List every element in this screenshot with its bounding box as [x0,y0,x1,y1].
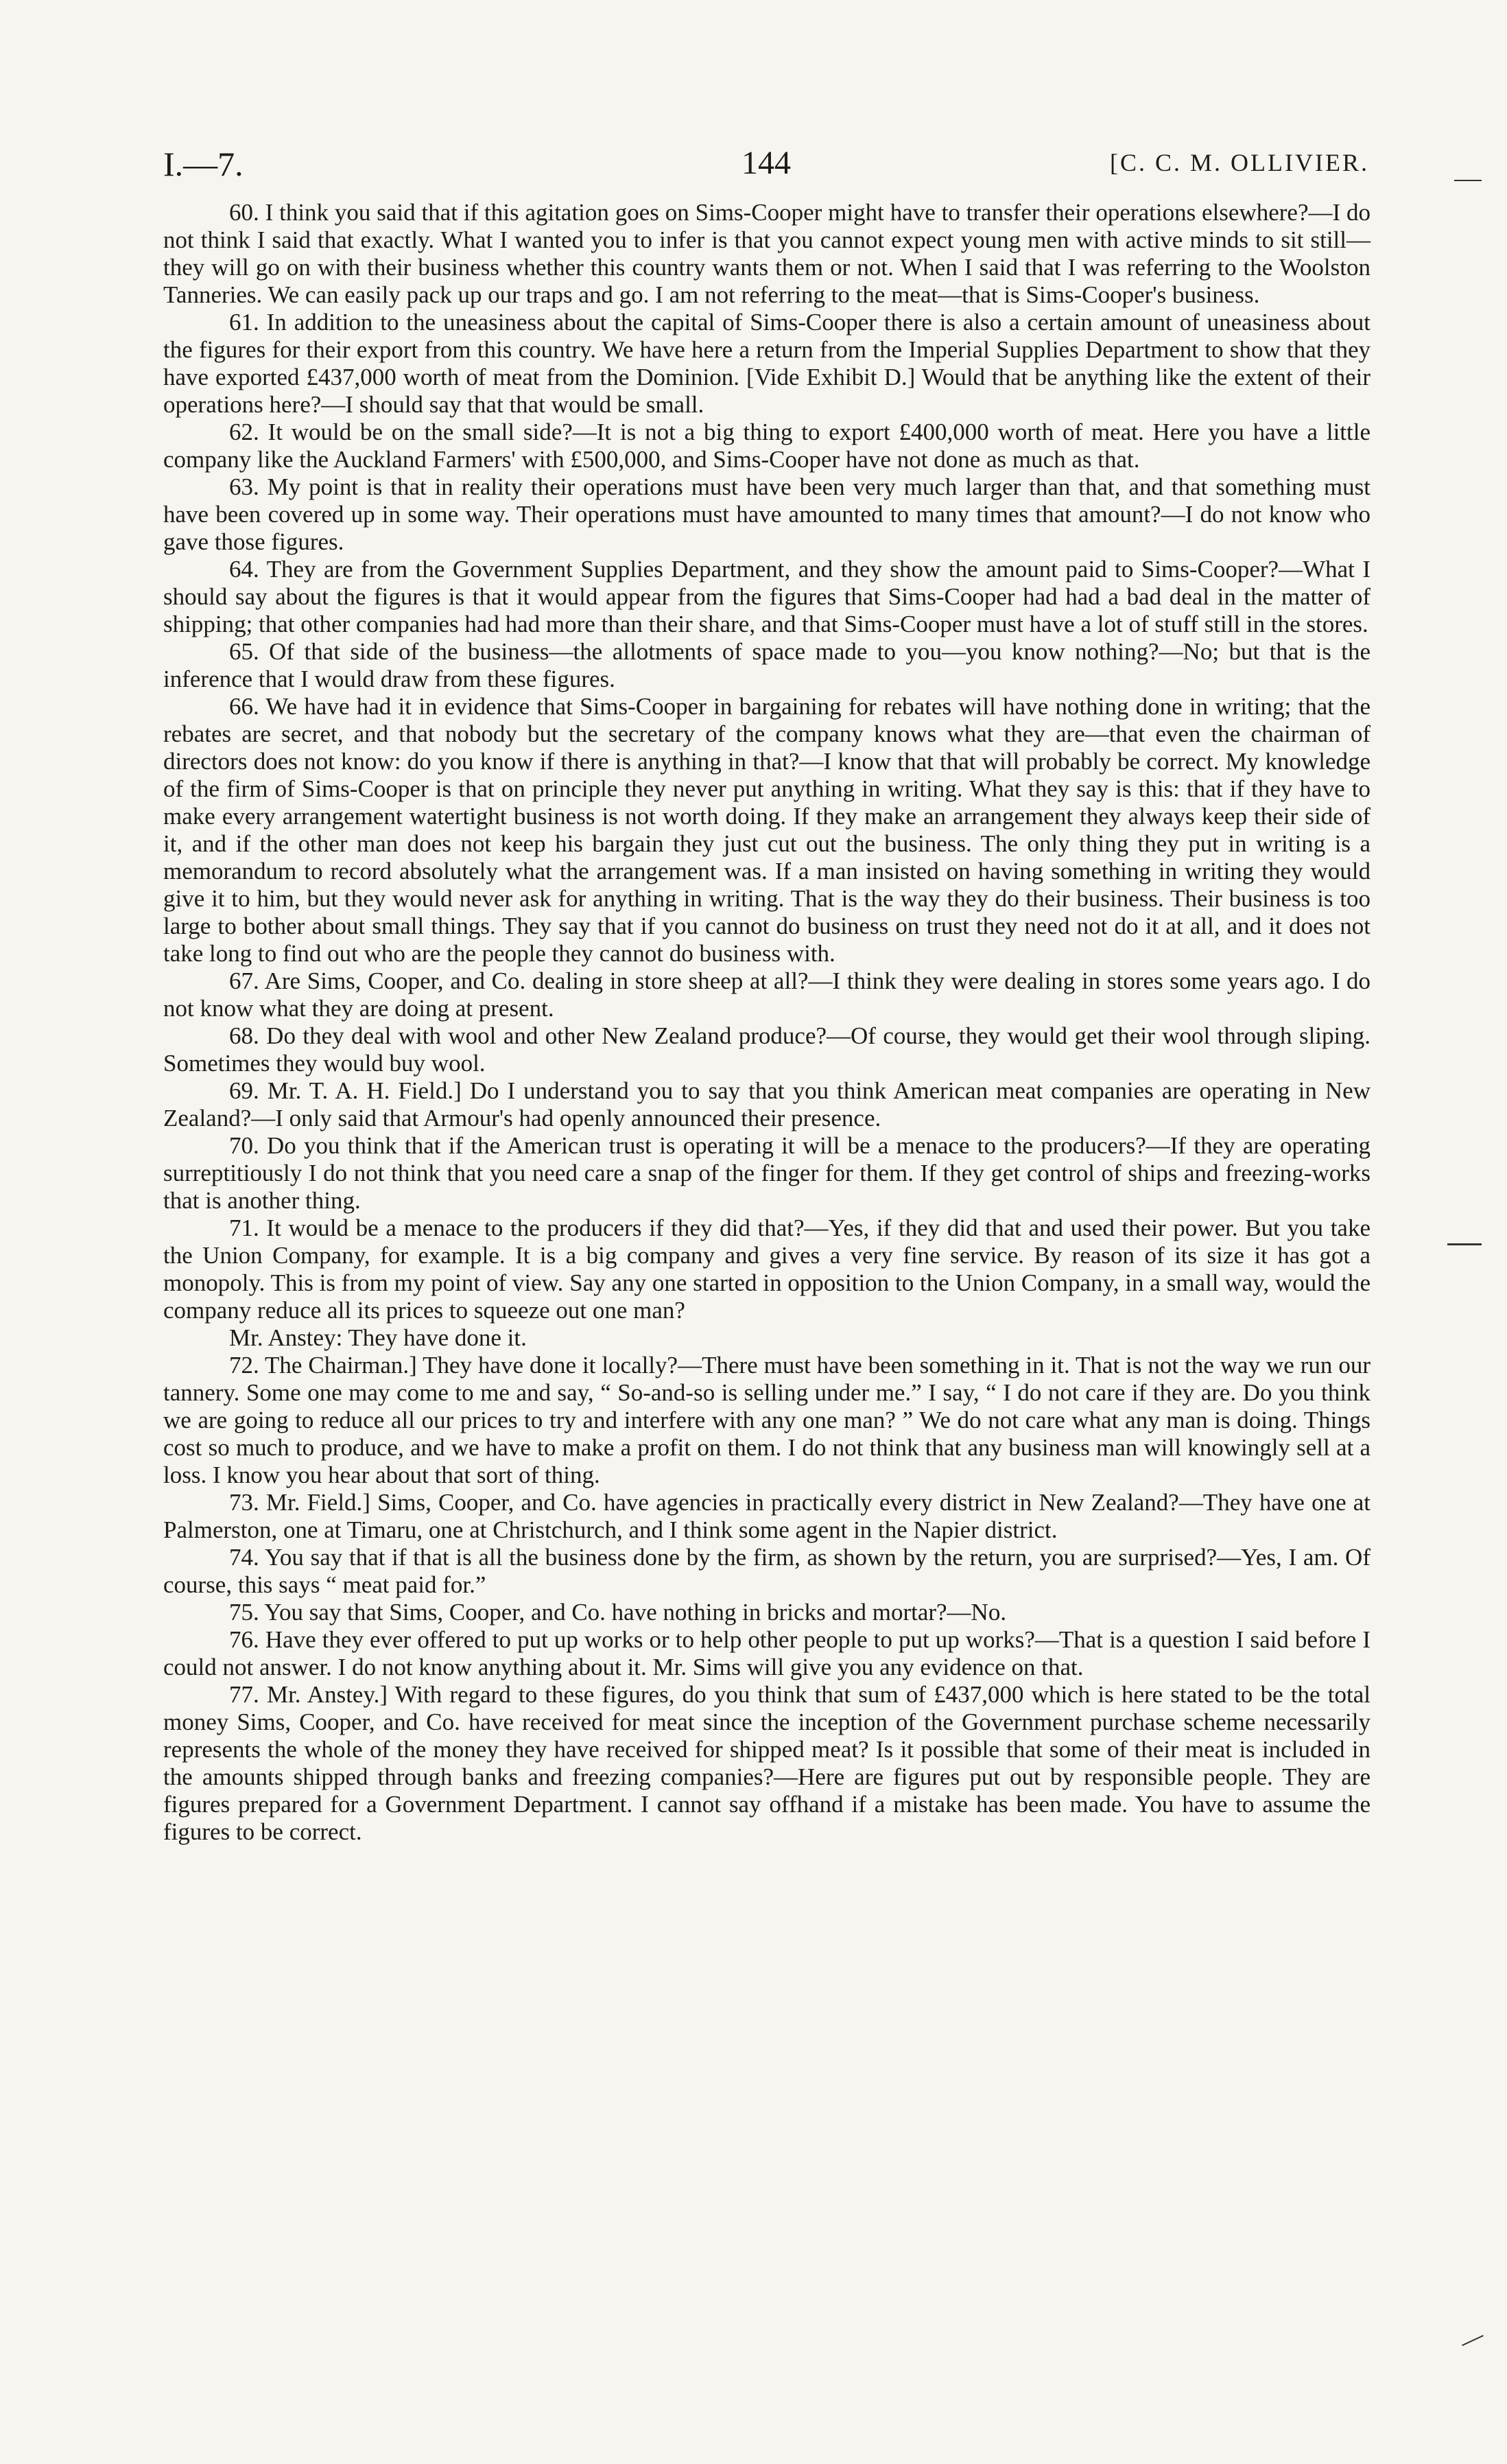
question-62: 62. It would be on the small side?—It is not a big thing to export £400,000 worth of meat. Here you have a little company like the Auckland Farmers' with £500,000, and Sims-Cooper have not done as much as that. [163,419,1370,473]
parliamentary-paper-reference: I.—7. [163,145,244,183]
question-72: 72. The Chairman.] They have done it locally?—There must have been something in it. That is not the way we run our tannery. Some one may come to me and say, “ So-and-so is selling under me.” I say, “ I do not care if they are. Do you think we are going to reduce all our prices to try and interfere with any one man? ” We do not care what any man is doing. Things cost so much to produce, and we have to make a profit on them. I do not think that any business man will knowingly sell at a loss. I know you hear about that sort of thing. [163,1352,1370,1488]
page-number: 144 [741,145,791,181]
question-73: 73. Mr. Field.] Sims, Cooper, and Co. have agencies in practically every district in New Zealand?—They have one at Palmerston, one at Timaru, one at Christchurch, and I think some agent in the Napier district. [163,1489,1370,1543]
question-63: 63. My point is that in reality their operations must have been very much larger than that, and that something must have been covered up in some way. Their operations must have amounted to many times that amount?—I do not know who gave those figures. [163,473,1370,555]
margin-mark-top-right [1454,180,1482,181]
question-61: 61. In addition to the uneasiness about the capital of Sims-Cooper there is also a certain amount of uneasiness about the figures for their export from this country. We have here a return from the Imperial Supplies Department to show that they have exported £437,000 worth of meat from the Dominion. [Vide Exhibit D.] Would that be anything like the extent of their operations here?—I should say that that would be small. [163,309,1370,418]
question-77: 77. Mr. Anstey.] With regard to these figures, do you think that sum of £437,000 which is here stated to be the total money Sims, Cooper, and Co. have received for meat since the inception of the Government purchase scheme necessarily represents the whole of the money they have received for shipped meat? Is it possible that some of their meat is included in the amounts shipped through banks and freezing companies?—Here are figures put out by responsible people. They are figures prepared for a Government Department. I cannot say offhand if a mistake has been made. You have to assume the figures to be correct. [163,1681,1370,1845]
question-71: 71. It would be a menace to the producers if they did that?—Yes, if they did that and used their power. But you take the Union Company, for example. It is a big company and gives a very fine service. By reason of its size it has got a monopoly. This is from my point of view. Say any one started in opposition to the Union Company, in a small way, would the company reduce all its prices to squeeze out one man? [163,1215,1370,1324]
margin-mark-mid-right [1447,1243,1482,1245]
page-header [163,144,1369,185]
question-60: 60. I think you said that if this agitation goes on Sims-Cooper might have to transfer their operations elsewhere?—I do not think I said that exactly. What I wanted you to infer is that you cannot expect young men with active minds to sit still—they will go on with their business whether this country wants them or not. When I said that I was referring to the Woolston Tanneries. We can easily pack up our traps and go. I am not referring to the meat—that is Sims-Cooper's business. [163,199,1370,308]
question-65: 65. Of that side of the business—the allotments of space made to you—you know nothing?—No; but that is the inference that I would draw from these figures. [163,638,1370,692]
margin-mark-bottom-right [1462,2335,1484,2346]
question-70: 70. Do you think that if the American trust is operating it will be a menace to the producers?—If they are operating surreptitiously I do not think that you need care a snap of the finger for them. If they get control of ships and freezing-works that is another thing. [163,1132,1370,1214]
question-76: 76. Have they ever offered to put up works or to help other people to put up works?—That is a question I said before I could not answer. I do not know anything about it. Mr. Sims will give you any evidence on that. [163,1626,1370,1680]
question-66: 66. We have had it in evidence that Sims-Cooper in bargaining for rebates will have nothing done in writing; that the rebates are secret, and that nobody but the secretary of the company knows what they are—that even the chairman of directors does not know: do you know if there is anything in that?—I know that that will probably be correct. My knowledge of the firm of Sims-Cooper is that on principle they never put anything in writing. What they say is this: that if they have to make every arrangement watertight business is not worth doing. If they make an arrangement they always keep their side of it, and if the other man does not keep his bargain they just cut out the business. The only thing they put in writing is a memorandum to record absolutely what the arrangement was. If a man insisted on having something in writing they would give it to him, but they would never ask for anything in writing. That is the way they do their business. Their business is too large to bother about small things. They say that if you cannot do business on trust they need not do it at all, and it does not take long to find out who are the people they cannot do business with. [163,693,1370,967]
question-67: 67. Are Sims, Cooper, and Co. dealing in store sheep at all?—I think they were dealing in stores some years ago. I do not know what they are doing at present. [163,967,1370,1022]
question-74: 74. You say that if that is all the business done by the firm, as shown by the return, you are surprised?—Yes, I am. Of course, this says “ meat paid for.” [163,1544,1370,1598]
evidence-text [163,199,1370,1846]
witness-name: [C. C. M. OLLIVIER. [1110,149,1369,176]
question-69: 69. Mr. T. A. H. Field.] Do I understand you to say that you think American meat companies are operating in New Zealand?—I only said that Armour's had openly announced their presence. [163,1077,1370,1131]
question-75: 75. You say that Sims, Cooper, and Co. have nothing in bricks and mortar?—No. [229,1599,1007,1626]
question-64: 64. They are from the Government Supplies Department, and they show the amount paid to Sims-Cooper?—What I should say about the figures is that it would appear from the figures that Sims-Cooper had had a bad deal in the matter of shipping; that other companies had had more than their share, and that Sims-Cooper must have a lot of stuff still in the stores. [163,556,1370,637]
interjection-anstey: Mr. Anstey: They have done it. [229,1324,527,1351]
question-68: 68. Do they deal with wool and other New Zealand produce?—Of course, they would get their wool through sliping. Sometimes they would buy wool. [163,1022,1370,1077]
